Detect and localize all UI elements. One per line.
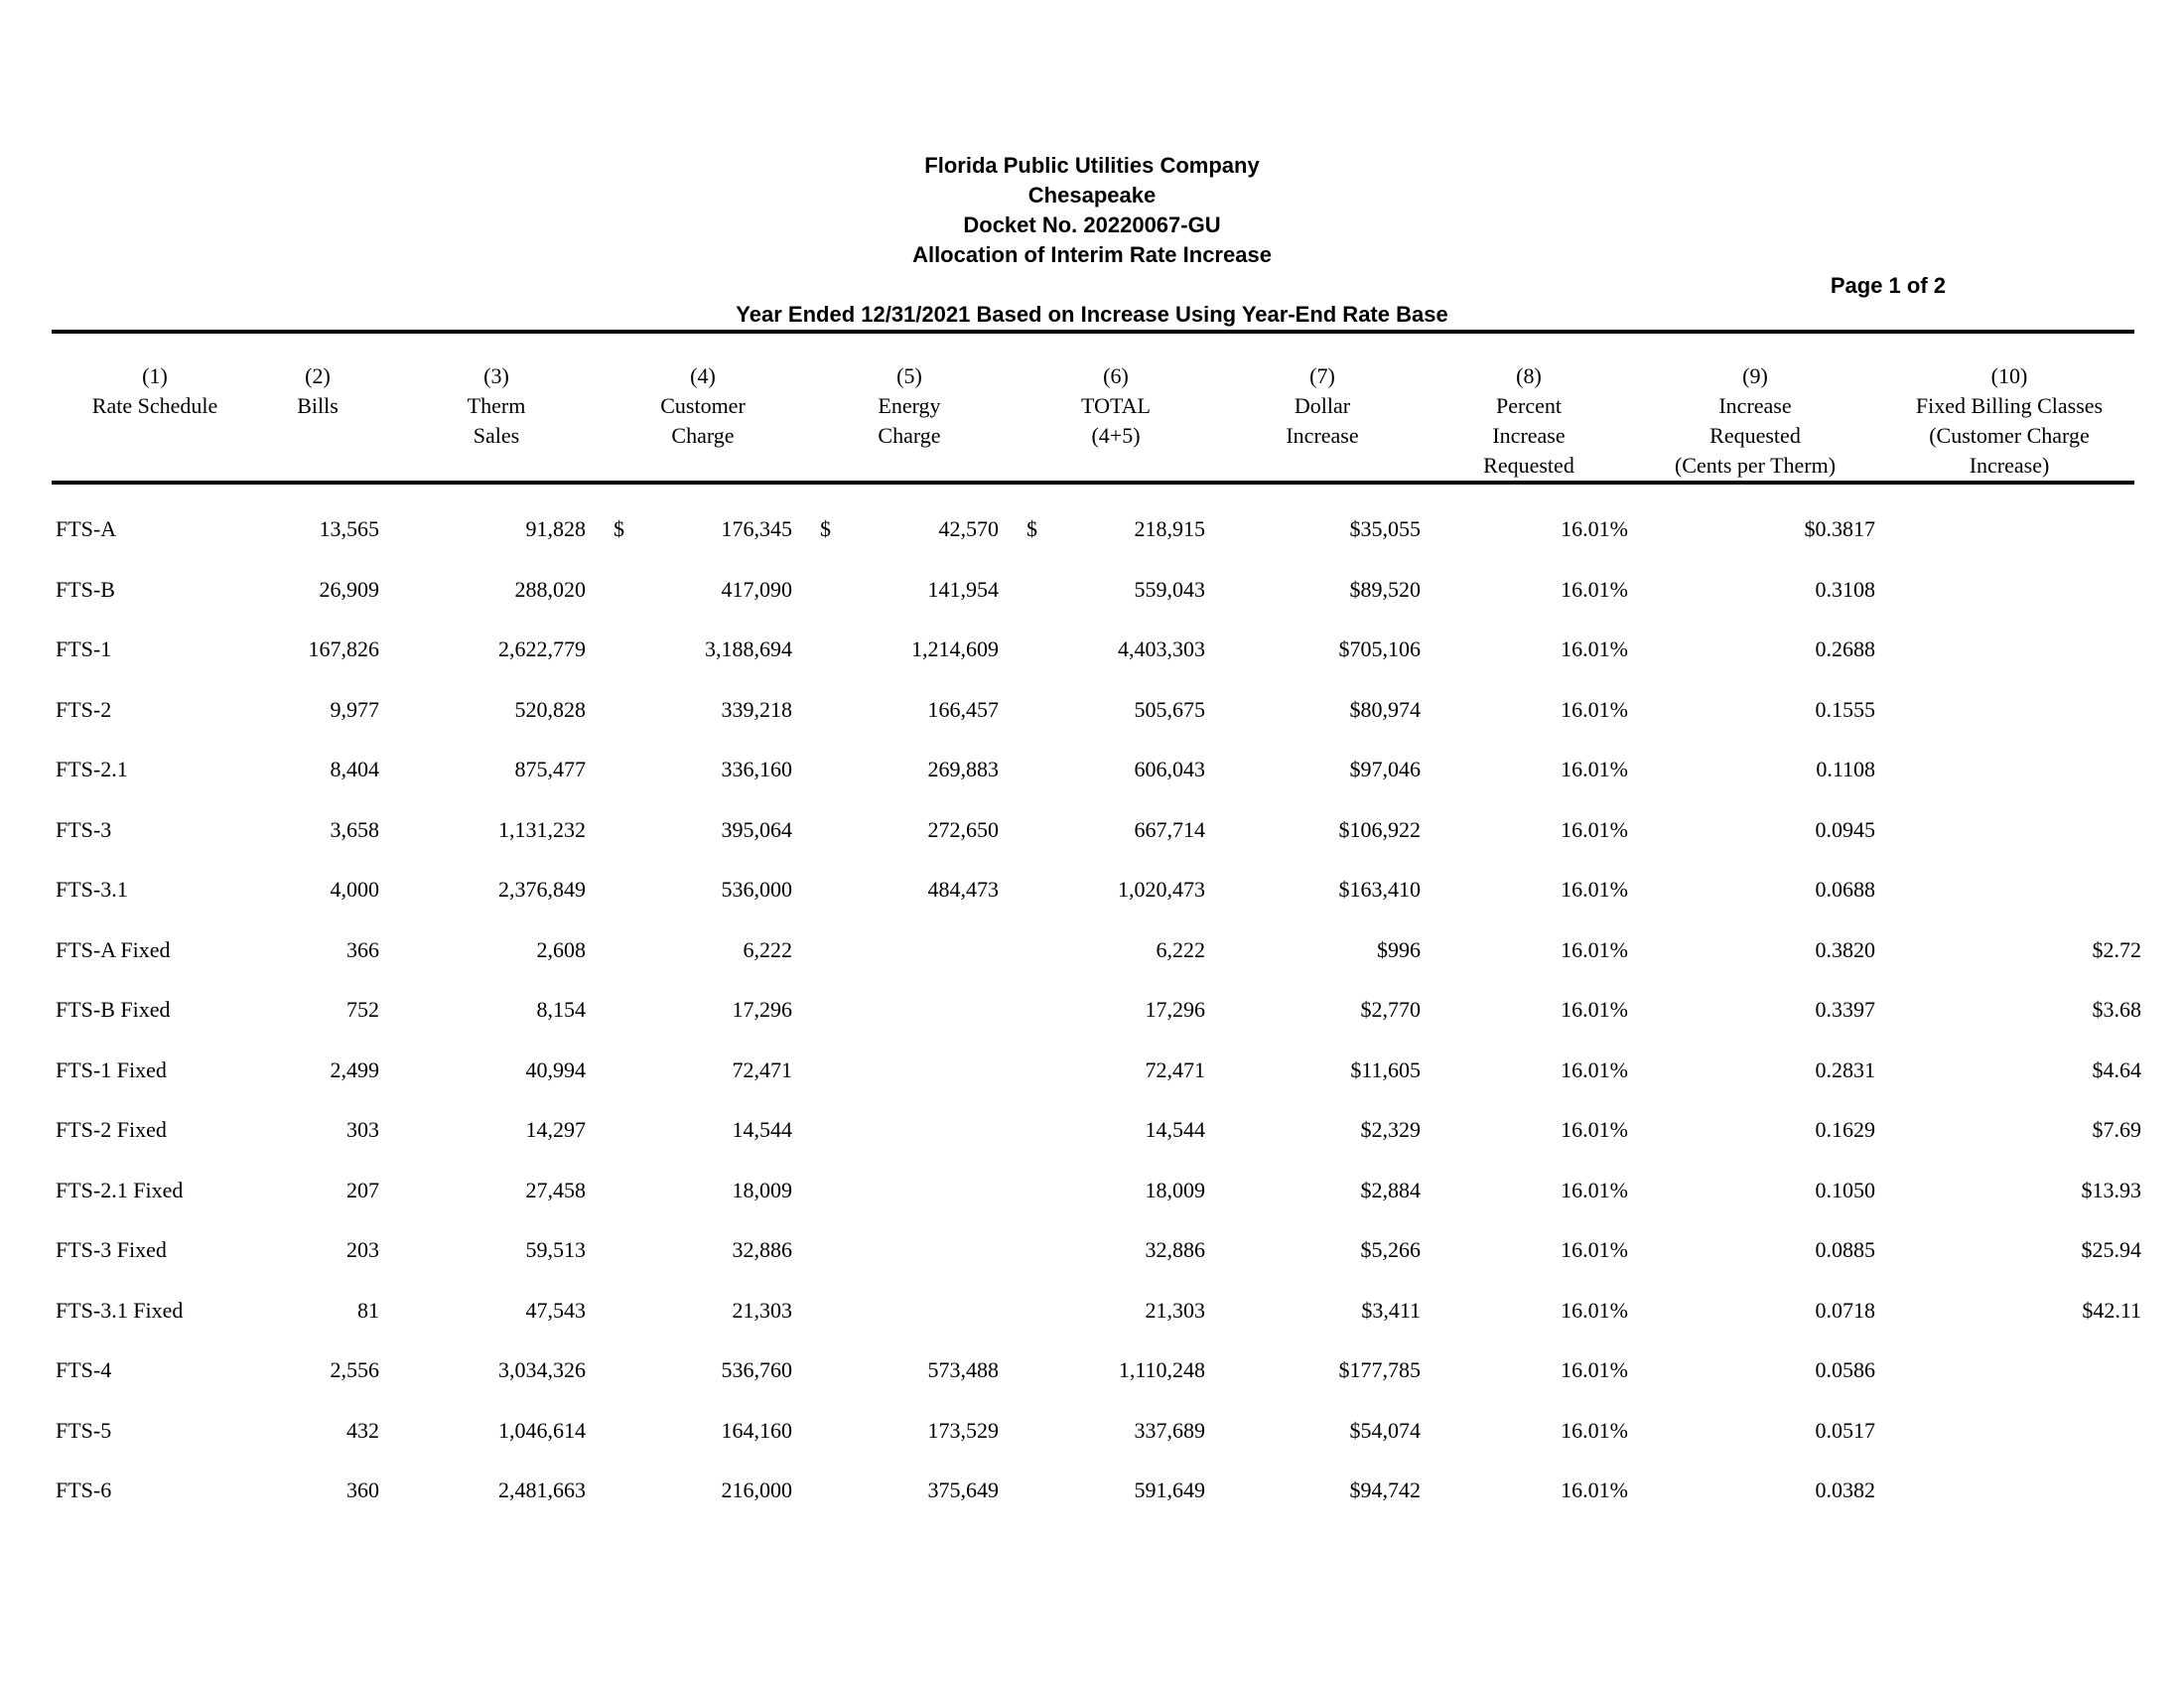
- percent-increase-cell: 16.01%: [1561, 516, 1628, 541]
- bills-cell: 360: [346, 1477, 379, 1502]
- rate-schedule-cell: FTS-A: [56, 516, 117, 541]
- rate-schedule-cell: FTS-5: [56, 1417, 112, 1443]
- column-label-line: Charge: [671, 423, 735, 448]
- table-row: [0, 815, 2184, 855]
- table-row: [0, 1416, 2184, 1456]
- customer-charge-cell: 6,222: [743, 936, 792, 962]
- percent-increase-cell: 16.01%: [1561, 1177, 1628, 1202]
- rate-schedule-cell: FTS-B: [56, 576, 115, 602]
- dollar-increase-cell: $80,974: [1349, 696, 1421, 722]
- customer-charge-cell: 14,544: [732, 1117, 792, 1142]
- energy-charge-cell: 272,650: [927, 816, 999, 842]
- therm-sales-cell: 2,622,779: [498, 636, 586, 661]
- column-number: (6): [1103, 363, 1129, 388]
- bills-cell: 432: [346, 1417, 379, 1443]
- rate-schedule-cell: FTS-4: [56, 1357, 112, 1382]
- fixed-billing-cell: $25.94: [2081, 1237, 2141, 1262]
- customer-charge-cell: 339,218: [721, 696, 792, 722]
- cents-per-therm-cell: 0.2688: [1815, 636, 1875, 661]
- column-number: (4): [690, 363, 716, 388]
- table-row: [0, 875, 2184, 914]
- column-label-line: TOTAL: [1081, 393, 1151, 418]
- rate-schedule-cell: FTS-3: [56, 816, 112, 842]
- cents-per-therm-cell: 0.0945: [1815, 816, 1875, 842]
- table-row: [0, 1296, 2184, 1336]
- energy-charge-cell: 573,488: [927, 1357, 999, 1382]
- docket-number: Docket No. 20220067-GU: [963, 212, 1221, 237]
- dollar-increase-cell: $89,520: [1349, 576, 1421, 602]
- rate-schedule-cell: FTS-B Fixed: [56, 997, 171, 1022]
- table-row: [0, 755, 2184, 794]
- therm-sales-cell: 59,513: [525, 1237, 586, 1262]
- header-bottom-rule: [52, 481, 2134, 485]
- table-row: [0, 1235, 2184, 1275]
- column-number: (9): [1742, 363, 1768, 388]
- bills-cell: 2,499: [330, 1056, 379, 1082]
- table-row: [0, 514, 2184, 554]
- percent-increase-cell: 16.01%: [1561, 936, 1628, 962]
- percent-increase-cell: 16.01%: [1561, 816, 1628, 842]
- total-cell: 21,303: [1145, 1297, 1205, 1323]
- rate-schedule-cell: FTS-2: [56, 696, 112, 722]
- bills-cell: 26,909: [319, 576, 379, 602]
- column-label-line: Charge: [878, 423, 941, 448]
- currency-symbol: $: [614, 516, 624, 541]
- total-cell: 337,689: [1134, 1417, 1205, 1443]
- document-header: [0, 151, 2184, 270]
- table-row: [0, 695, 2184, 735]
- column-header-2: [258, 361, 377, 421]
- energy-charge-cell: 484,473: [927, 877, 999, 902]
- cents-per-therm-cell: 0.1629: [1815, 1117, 1875, 1142]
- column-number: (3): [483, 363, 509, 388]
- customer-charge-cell: 536,760: [721, 1357, 792, 1382]
- customer-charge-cell: 21,303: [732, 1297, 792, 1323]
- cents-per-therm-cell: 0.3108: [1815, 576, 1875, 602]
- percent-increase-cell: 16.01%: [1561, 997, 1628, 1022]
- bills-cell: 8,404: [330, 757, 379, 781]
- column-header-9: [1646, 361, 1864, 481]
- customer-charge-cell: 395,064: [721, 816, 792, 842]
- fixed-billing-cell: $2.72: [2092, 936, 2141, 962]
- column-label-line: (Customer Charge: [1929, 423, 2090, 448]
- bills-cell: 9,977: [330, 696, 379, 722]
- percent-increase-cell: 16.01%: [1561, 1297, 1628, 1323]
- bills-cell: 366: [346, 936, 379, 962]
- column-label-line: (4+5): [1091, 423, 1141, 448]
- bills-cell: 303: [346, 1117, 379, 1142]
- page-number: Page 1 of 2: [1830, 273, 1946, 298]
- total-cell: 1,110,248: [1118, 1357, 1205, 1382]
- table-row: [0, 1115, 2184, 1155]
- column-label-line: Increase): [1969, 453, 2050, 478]
- column-number: (1): [142, 363, 168, 388]
- percent-increase-cell: 16.01%: [1561, 1417, 1628, 1443]
- rate-schedule-cell: FTS-1 Fixed: [56, 1056, 167, 1082]
- cents-per-therm-cell: 0.2831: [1815, 1056, 1875, 1082]
- cents-per-therm-cell: 0.1050: [1815, 1177, 1875, 1202]
- column-header-5: [830, 361, 989, 451]
- bills-cell: 167,826: [308, 636, 379, 661]
- table-row: [0, 935, 2184, 975]
- dollar-increase-cell: $163,410: [1338, 877, 1421, 902]
- energy-charge-cell: 173,529: [927, 1417, 999, 1443]
- table-row: [0, 1355, 2184, 1395]
- fixed-billing-cell: $4.64: [2092, 1056, 2141, 1082]
- bills-cell: 203: [346, 1237, 379, 1262]
- rate-schedule-cell: FTS-3 Fixed: [56, 1237, 167, 1262]
- percent-increase-cell: 16.01%: [1561, 1357, 1628, 1382]
- division-name: Chesapeake: [1027, 183, 1157, 208]
- percent-increase-cell: 16.01%: [1561, 877, 1628, 902]
- currency-symbol: $: [1026, 516, 1037, 541]
- cents-per-therm-cell: 0.1108: [1816, 757, 1875, 781]
- fixed-billing-cell: $3.68: [2092, 997, 2141, 1022]
- document-subtitle: Year Ended 12/31/2021 Based on Increase Using Year-End Rate Base: [736, 302, 1448, 327]
- column-label-line: Increase: [1492, 423, 1566, 448]
- column-header-3: [427, 361, 566, 451]
- dollar-increase-cell: $996: [1377, 936, 1421, 962]
- cents-per-therm-cell: 0.3820: [1815, 936, 1875, 962]
- total-cell: 559,043: [1134, 576, 1205, 602]
- dollar-increase-cell: $54,074: [1349, 1417, 1421, 1443]
- energy-charge-cell: 141,954: [927, 576, 999, 602]
- column-number: (7): [1309, 363, 1335, 388]
- therm-sales-cell: 91,828: [525, 516, 586, 541]
- column-label-line: Requested: [1483, 453, 1574, 478]
- therm-sales-cell: 40,994: [525, 1056, 586, 1082]
- column-label-line: Rate Schedule: [91, 393, 218, 418]
- total-cell: 4,403,303: [1118, 636, 1205, 661]
- dollar-increase-cell: $2,770: [1360, 997, 1421, 1022]
- customer-charge-cell: 176,345: [721, 516, 792, 541]
- column-label-line: Therm: [467, 393, 526, 418]
- customer-charge-cell: 216,000: [721, 1477, 792, 1502]
- customer-charge-cell: 336,160: [721, 757, 792, 781]
- document-title: Allocation of Interim Rate Increase: [912, 242, 1272, 267]
- column-label-line: Customer: [660, 393, 746, 418]
- cents-per-therm-cell: 0.1555: [1815, 696, 1875, 722]
- dollar-increase-cell: $3,411: [1361, 1297, 1421, 1323]
- table-row: [0, 1476, 2184, 1515]
- dollar-increase-cell: $705,106: [1338, 636, 1421, 661]
- column-header-10: [1895, 361, 2123, 481]
- total-cell: 17,296: [1145, 997, 1205, 1022]
- rate-schedule-cell: FTS-2 Fixed: [56, 1117, 167, 1142]
- cents-per-therm-cell: 0.3397: [1815, 997, 1875, 1022]
- dollar-increase-cell: $11,605: [1350, 1056, 1421, 1082]
- bills-cell: 3,658: [330, 816, 379, 842]
- column-header-8: [1439, 361, 1618, 481]
- dollar-increase-cell: $106,922: [1338, 816, 1421, 842]
- dollar-increase-cell: $2,329: [1360, 1117, 1421, 1142]
- cents-per-therm-cell: 0.0718: [1815, 1297, 1875, 1323]
- therm-sales-cell: 2,376,849: [498, 877, 586, 902]
- column-label-line: Energy: [878, 393, 941, 418]
- energy-charge-cell: 375,649: [927, 1477, 999, 1502]
- dollar-increase-cell: $97,046: [1349, 757, 1421, 781]
- column-label-line: Requested: [1709, 423, 1801, 448]
- table-row: [0, 1055, 2184, 1095]
- customer-charge-cell: 72,471: [732, 1056, 792, 1082]
- percent-increase-cell: 16.01%: [1561, 1237, 1628, 1262]
- company-name: Florida Public Utilities Company: [924, 153, 1260, 178]
- customer-charge-cell: 164,160: [721, 1417, 792, 1443]
- total-cell: 14,544: [1145, 1117, 1205, 1142]
- therm-sales-cell: 1,046,614: [498, 1417, 586, 1443]
- bills-cell: 13,565: [319, 516, 379, 541]
- column-label-line: Increase: [1286, 423, 1359, 448]
- dollar-increase-cell: $35,055: [1349, 516, 1421, 541]
- column-label-line: Dollar: [1294, 393, 1351, 418]
- percent-increase-cell: 16.01%: [1561, 636, 1628, 661]
- rate-schedule-cell: FTS-3.1: [56, 877, 128, 902]
- total-cell: 6,222: [1156, 936, 1205, 962]
- therm-sales-cell: 520,828: [514, 696, 586, 722]
- column-header-6: [1036, 361, 1195, 451]
- column-header-7: [1243, 361, 1402, 451]
- therm-sales-cell: 1,131,232: [498, 816, 586, 842]
- header-top-rule: [52, 330, 2134, 334]
- column-label-line: Sales: [473, 423, 520, 448]
- rate-schedule-cell: FTS-3.1 Fixed: [56, 1297, 184, 1323]
- percent-increase-cell: 16.01%: [1561, 1056, 1628, 1082]
- therm-sales-cell: 288,020: [514, 576, 586, 602]
- total-cell: 72,471: [1145, 1056, 1205, 1082]
- bills-cell: 752: [346, 997, 379, 1022]
- therm-sales-cell: 47,543: [525, 1297, 586, 1323]
- rate-schedule-cell: FTS-1: [56, 636, 112, 661]
- column-label-line: Increase: [1718, 393, 1792, 418]
- table-row: [0, 575, 2184, 615]
- dollar-increase-cell: $2,884: [1360, 1177, 1421, 1202]
- rate-schedule-cell: FTS-A Fixed: [56, 936, 171, 962]
- total-cell: 218,915: [1134, 516, 1205, 541]
- dollar-increase-cell: $177,785: [1338, 1357, 1421, 1382]
- cents-per-therm-cell: 0.0586: [1815, 1357, 1875, 1382]
- fixed-billing-cell: $7.69: [2092, 1117, 2141, 1142]
- dollar-increase-cell: $5,266: [1360, 1237, 1421, 1262]
- cents-per-therm-cell: 0.0382: [1815, 1477, 1875, 1502]
- bills-cell: 81: [357, 1297, 379, 1323]
- customer-charge-cell: 417,090: [721, 576, 792, 602]
- column-label-line: Percent: [1496, 393, 1562, 418]
- energy-charge-cell: 42,570: [938, 516, 999, 541]
- therm-sales-cell: 2,608: [536, 936, 586, 962]
- percent-increase-cell: 16.01%: [1561, 576, 1628, 602]
- customer-charge-cell: 17,296: [732, 997, 792, 1022]
- percent-increase-cell: 16.01%: [1561, 696, 1628, 722]
- column-number: (10): [1990, 363, 2028, 388]
- cents-per-therm-cell: 0.0885: [1815, 1237, 1875, 1262]
- table-row: [0, 995, 2184, 1035]
- currency-symbol: $: [820, 516, 831, 541]
- table-row: [0, 634, 2184, 674]
- cents-per-therm-cell: $0.3817: [1804, 516, 1875, 541]
- rate-schedule-cell: FTS-6: [56, 1477, 112, 1502]
- total-cell: 1,020,473: [1118, 877, 1205, 902]
- therm-sales-cell: 14,297: [525, 1117, 586, 1142]
- cents-per-therm-cell: 0.0688: [1815, 877, 1875, 902]
- total-cell: 18,009: [1145, 1177, 1205, 1202]
- table-row: [0, 1176, 2184, 1215]
- total-cell: 32,886: [1145, 1237, 1205, 1262]
- column-number: (8): [1516, 363, 1542, 388]
- column-header-1: [56, 361, 254, 421]
- therm-sales-cell: 3,034,326: [498, 1357, 586, 1382]
- fixed-billing-cell: $42.11: [2082, 1297, 2141, 1323]
- total-cell: 591,649: [1134, 1477, 1205, 1502]
- total-cell: 505,675: [1134, 696, 1205, 722]
- energy-charge-cell: 269,883: [927, 757, 999, 781]
- column-label-line: (Cents per Therm): [1674, 453, 1837, 478]
- cents-per-therm-cell: 0.0517: [1815, 1417, 1875, 1443]
- percent-increase-cell: 16.01%: [1561, 1117, 1628, 1142]
- customer-charge-cell: 32,886: [732, 1237, 792, 1262]
- rate-schedule-cell: FTS-2.1 Fixed: [56, 1177, 184, 1202]
- fixed-billing-cell: $13.93: [2081, 1177, 2141, 1202]
- dollar-increase-cell: $94,742: [1349, 1477, 1421, 1502]
- column-number: (2): [305, 363, 331, 388]
- percent-increase-cell: 16.01%: [1561, 1477, 1628, 1502]
- rate-schedule-cell: FTS-2.1: [56, 757, 128, 781]
- energy-charge-cell: 166,457: [927, 696, 999, 722]
- percent-increase-cell: 16.01%: [1561, 757, 1628, 781]
- column-label-line: Fixed Billing Classes: [1915, 393, 2104, 418]
- therm-sales-cell: 8,154: [536, 997, 586, 1022]
- therm-sales-cell: 27,458: [525, 1177, 586, 1202]
- bills-cell: 2,556: [330, 1357, 379, 1382]
- therm-sales-cell: 875,477: [514, 757, 586, 781]
- total-cell: 606,043: [1134, 757, 1205, 781]
- total-cell: 667,714: [1134, 816, 1205, 842]
- column-label-line: Bills: [297, 393, 339, 418]
- bills-cell: 4,000: [330, 877, 379, 902]
- customer-charge-cell: 18,009: [732, 1177, 792, 1202]
- energy-charge-cell: 1,214,609: [911, 636, 999, 661]
- column-header-4: [623, 361, 782, 451]
- therm-sales-cell: 2,481,663: [498, 1477, 586, 1502]
- customer-charge-cell: 536,000: [721, 877, 792, 902]
- column-number: (5): [896, 363, 922, 388]
- bills-cell: 207: [346, 1177, 379, 1202]
- customer-charge-cell: 3,188,694: [705, 636, 792, 661]
